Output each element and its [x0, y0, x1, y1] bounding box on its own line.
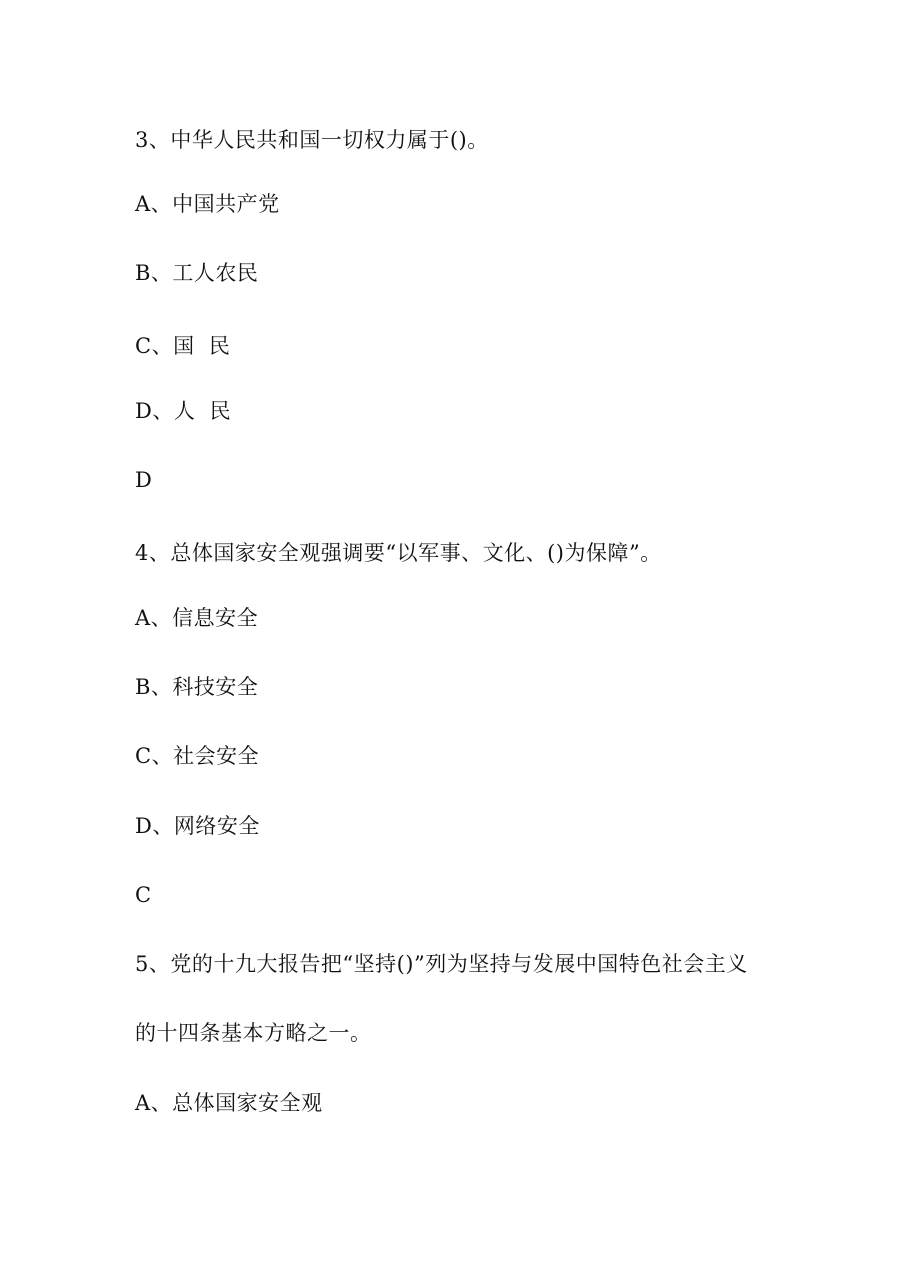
q4-option-c: C、社会安全: [135, 744, 260, 768]
q3-answer: D: [135, 468, 153, 492]
q4-option-d: D、网络安全: [135, 814, 260, 838]
question-5-line-2: 的十四条基本方略之一。: [135, 1021, 372, 1045]
q4-option-b: B、科技安全: [135, 675, 259, 699]
q3-option-d: D、人 民: [135, 399, 232, 423]
q4-answer: C: [135, 883, 152, 907]
q3-option-c: C、国 民: [135, 334, 231, 358]
question-4: 4、总体国家安全观强调要“以军事、文化、()为保障”。: [135, 541, 662, 565]
q3-option-b: B、工人农民: [135, 261, 259, 285]
q4-option-a: A、信息安全: [135, 606, 259, 630]
question-5-line-1: 5、党的十九大报告把“坚持()”列为坚持与发展中国特色社会主义: [135, 952, 748, 976]
q5-option-a: A、总体国家安全观: [135, 1091, 323, 1115]
q3-option-a: A、中国共产党: [135, 192, 280, 216]
question-3: 3、中华人民共和国一切权力属于()。: [135, 128, 489, 152]
